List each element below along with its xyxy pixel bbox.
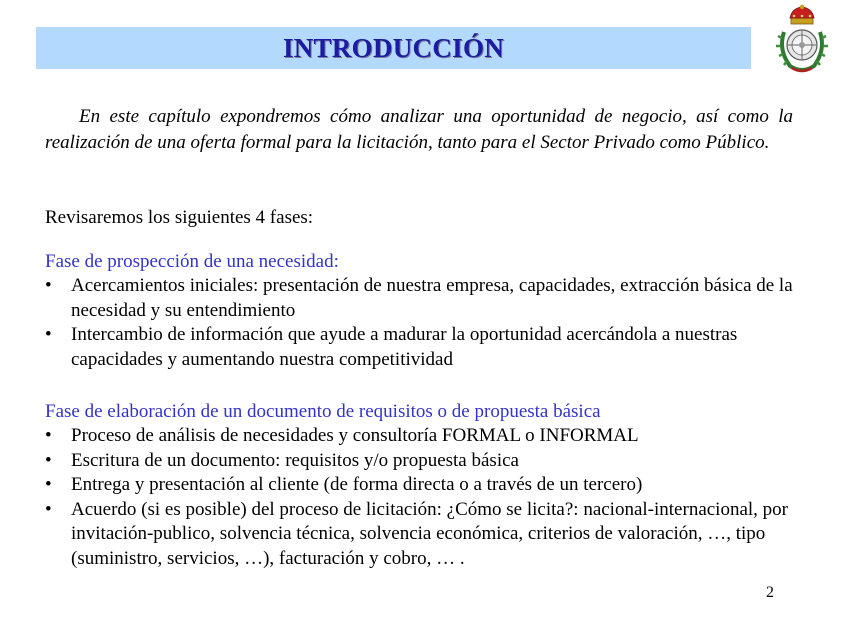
list-item-text: Entrega y presentación al cliente (de forma directa o a través de un tercero): [71, 474, 643, 495]
bullet-icon: •: [45, 324, 52, 345]
list-item: [45, 274, 805, 323]
list-item: [45, 498, 805, 572]
list-item: [45, 323, 805, 372]
section-heading: Fase de prospección de una necesidad:: [45, 251, 339, 272]
crest-emblem-icon: [772, 4, 832, 76]
page-number: 2: [766, 584, 774, 601]
bullet-list: [45, 424, 805, 571]
list-item: [45, 449, 805, 474]
bullet-icon: •: [45, 498, 52, 520]
bullet-icon: •: [45, 425, 52, 446]
title-bar: [36, 27, 751, 69]
bullet-list: [45, 274, 805, 372]
lead-sentence: Revisaremos los siguientes 4 fases:: [45, 207, 314, 228]
list-item: [45, 473, 805, 498]
list-item-text: Acuerdo (si es posible) del proceso de licitación: ¿Cómo se licita?: nacional-internacional, por invitación-publico, solvencia técnica, solvencia económica, criterios de valoración, …, tipo (suministro, servicios, …), facturación y cobro, … .: [71, 498, 788, 569]
list-item-text: Proceso de análisis de necesidades y consultoría FORMAL o INFORMAL: [71, 425, 639, 446]
page-title: INTRODUCCIÓN: [282, 32, 505, 63]
phase-section-requirements: [45, 400, 805, 571]
list-item-text: Escritura de un documento: requisitos y/o propuesta básica: [71, 449, 519, 471]
list-item: [45, 424, 805, 449]
bullet-icon: •: [45, 275, 52, 296]
list-item-text: Acercamientos iniciales: presentación de nuestra empresa, capacidades, extracción básica de la necesidad y su entendimiento: [71, 275, 793, 321]
phase-section-prospection: [45, 250, 805, 372]
section-heading: Fase de elaboración de un documento de requisitos o de propuesta básica: [45, 401, 601, 422]
list-item-text: Intercambio de información que ayude a madurar la oportunidad acercándola a nuestras capacidades y aumentando nuestra competitividad: [71, 324, 738, 370]
intro-paragraph: En este capítulo expondremos cómo analizar una oportunidad de negocio, así como la realización de una oferta formal para la licitación, tanto para el Sector Privado como Público.: [45, 106, 793, 153]
bullet-icon: •: [45, 474, 52, 495]
bullet-icon: •: [45, 449, 52, 471]
